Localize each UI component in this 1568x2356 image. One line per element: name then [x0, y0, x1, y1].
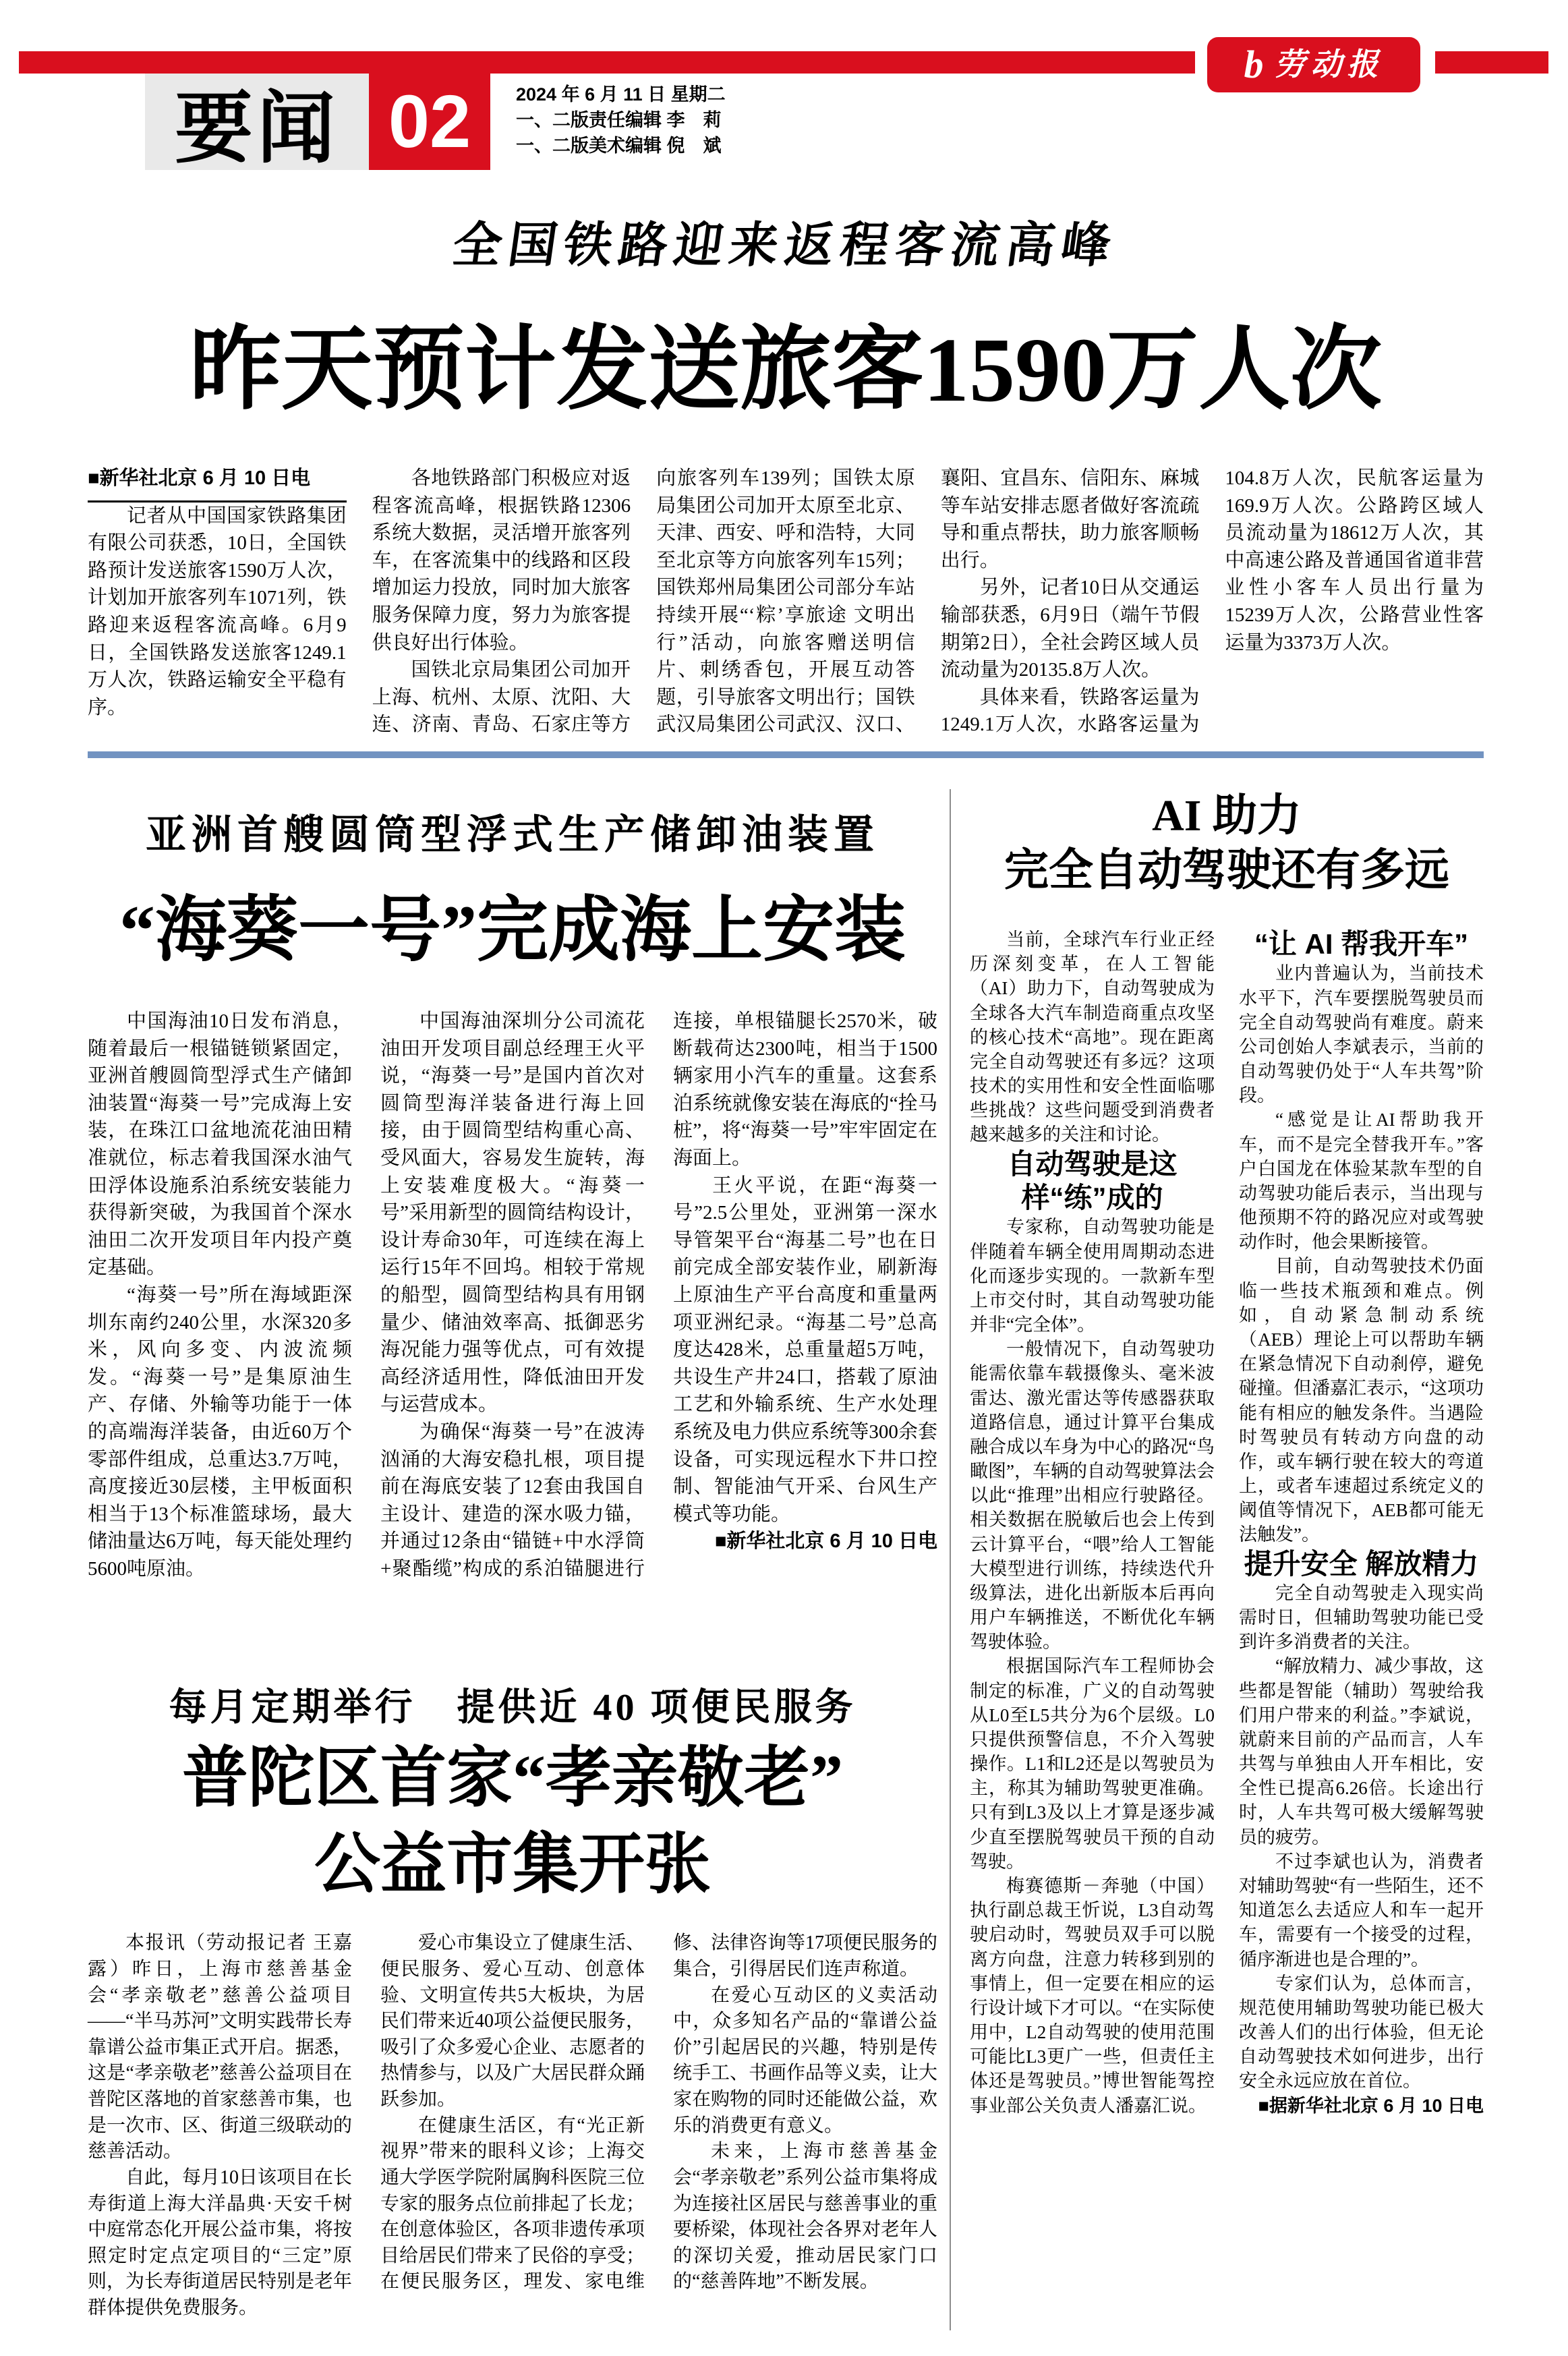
paragraph: 梅赛德斯－奔驰（中国）执行副总裁王忻说，L3自动驾驶启动时，驾驶员双手可以脱离方向盘，注意力转移到别的事情上，但一定要在相应的运行设计域下才可以。“在实际使用中，L2自动驾驶的使用范围可能比L3更广一些，但责任主体还是驾驶员。”博世智能驾控事业部公关负责人潘嘉汇说。 — [970, 1876, 1215, 2116]
paragraph: 未来，上海市慈善基金会“孝亲敬老”系列公益市集将成为连接社区居民与慈善事业的重要桥梁，体现社会各界对老年人的深切关爱，推动居民家门口的“慈善阵地”不断发展。 — [673, 2141, 938, 2293]
ai-story-headline-line1: AI 助力 — [1152, 791, 1302, 840]
market-story-headline-line2: 公益市集开张 — [314, 1828, 711, 1901]
paragraph: 为确保“海葵一号”在波涛汹涌的大海安稳扎根，项目提前在海底安装了12套由我国自主设计、建造的深水吸力锚，并通过12条由“锚链+中水浮筒+聚酯缆”构成的系泊锚腿进行连接，单根锚腿长2570米，破断载荷达2300吨，相当于1500辆家用小汽车的重量。这套系泊系统就像安装在海底的“拴马桩”，将“海葵一号”牢牢固定在海面上。 — [380, 1010, 937, 1580]
masthead-logo — [1207, 37, 1420, 92]
paragraph: 中国海油深圳分公司流花油田开发项目副总经理王火平说，“海葵一号”是国内首次对圆筒型海洋装备进行海上回接，由于圆筒型结构重心高、受风面大，容易发生旋转，海上安装难度极大。“海葵一号”采用新型的圆筒结构设计，设计寿命30年，可连续在海上运行15年不回坞。相较于常规的船型，圆筒型结构具有用钢量少、储油效率高、抵御恶劣海况能力强等优点，可有效提高经济适用性，降低油田开发与运营成本。 — [380, 1010, 645, 1416]
ai-story-body — [970, 927, 1484, 2118]
paragraph: 目前，自动驾驶技术仍面临一些技术瓶颈和难点。例如，自动紧急制动系统（AEB）理论上可以帮助车辆在紧急情况下自动刹停，避免碰撞。但潘嘉汇表示，“这项功能有相应的触发条件。当遇险时驾驶员有转动方向盘的动作，或车辆行驶在较大的弯道上，或者车速超过系统定义的阈值等情况下，AEB都可能无法触发”。 — [1239, 1256, 1484, 1545]
section-subhead: 提升安全 解放精力 — [1244, 1547, 1479, 1580]
paragraph: 当前，全球汽车行业正经历深刻变革，在人工智能（AI）助力下，自动驾驶成为全球各大汽车制造商重点攻坚的核心技术“高地”。现在距离完全自动驾驶还有多远？这项技术的实用性和安全性面临哪些挑战？这些问题受到消费者越来越多的关注和讨论。 — [970, 929, 1215, 1145]
dateline: ■新华社北京 6 月 10 日电 — [88, 465, 347, 502]
paragraph: 一般情况下，自动驾驶功能需依靠车载摄像头、毫米波雷达、激光雷达等传感器获取道路信息，通过计算平台集成融合成以车身为中心的路况“鸟瞰图”，车辆的自动驾驶算法会以此“推理”出相应行驶路径。相关数据在脱敏后也会上传到云计算平台，“喂”给人工智能大模型进行训练，持续迭代升级算法，进化出新版本后再向用户车辆推送，不断优化车辆驾驶体验。 — [970, 1339, 1215, 1653]
haikui-story-kicker: 亚洲首艘圆筒型浮式生产储卸油装置 — [146, 813, 879, 857]
paragraph: 业内普遍认为，当前技术水平下，汽车要摆脱驾驶员而完全自动驾驶尚有难度。蔚来公司创始人李斌表示，当前的自动驾驶仍处于“人车共驾”阶段。 — [1239, 963, 1484, 1106]
haikui-story — [88, 803, 937, 1582]
paragraph: 王火平说，在距“海葵一号”2.5公里处，亚洲第一深水导管架平台“海基二号”也在日前完成全部安装作业，刷新海上原油生产平台高度和重量两项亚洲纪录。“海基二号”总高度达428米，总重量超5万吨，共设生产井24口，搭载了原油工艺和外输系统、生产水处理系统及电力供应系统等300余套设备，可实现远程水下井口控制、智能油气开采、台风生产模式等功能。 — [673, 1174, 937, 1525]
masthead-red-bar-right — [1435, 51, 1548, 74]
lead-story — [88, 206, 1484, 739]
paragraph: 国铁北京局集团公司加开上海、杭州、太原、沈阳、大连、济南、青岛、石家庄等方向旅客列车139列；国铁太原局集团公司加开太原至北京、天津、西安、呼和浩特，大同至北京等方向旅客列车15列；国铁郑州局集团公司部分车站持续开展“‘粽’享旅途 文明出行”活动，向旅客赠送明信片、刺绣香包，开展互动答题，引导旅客文明出行；国铁武汉局集团公司武汉、汉口、襄阳、宜昌东、信阳东、麻城等车站安排志愿者做好客流疏导和重点帮扶，助力旅客顺畅出行。 — [372, 467, 1200, 736]
editor-line-1: 一、二版责任编辑 李 莉 — [516, 110, 722, 130]
lead-story-body — [88, 465, 1484, 739]
logo-name: 劳动报 — [1274, 47, 1384, 82]
paragraph: 在爱心互动区的义卖活动中，众多知名产品的“靠谱公益价”引起居民的兴趣，特别是传统手工、书画作品等义卖，让大家在购物的同时还能做公益，欢乐的消费更有意义。 — [673, 1984, 938, 2136]
section-label: 要闻 — [145, 74, 369, 170]
paragraph: 专家称，自动驾驶功能是伴随着车辆全使用周期动态进化而逐步实现的。一款新车型上市交付时，其自动驾驶功能并非“完全体”。 — [970, 1217, 1215, 1335]
paragraph: “海葵一号”所在海域距深圳东南约240公里，水深320多米，风向多变、内波流频发。“海葵一号”是集原油生产、存储、外输等功能于一体的高端海洋装备，由近60万个零部件组成，总重达3.7万吨，高度接近30层楼，主甲板面积相当于13个标准篮球场，最大储油量达6万吨，每天能处理约5600吨原油。 — [88, 1284, 352, 1580]
market-story-kicker: 每月定期举行 提供近 40 项便民服务 — [169, 1687, 856, 1729]
haikui-story-body — [88, 1008, 937, 1582]
column-divider-rule — [950, 789, 951, 2330]
paragraph: 专家们认为，总体而言，规范使用辅助驾驶功能已极大改善人们的出行体验，但无论自动驾驶技术如何进步，出行安全永远应放在首位。 — [1239, 1973, 1484, 2092]
date-line: 2024 年 6 月 11 日 星期二 — [516, 84, 726, 105]
logo-mark-icon: b — [1244, 42, 1264, 86]
paragraph: 在健康生活区，有“光正新视界”带来的眼科义诊；上海交通大学医学院附属胸科医院三位专家的服务点位前排起了长龙；在创意体验区，各项非遗传承项目给居民们带来了民俗的享受；在便民服务区，理发、家电维修、法律咨询等17项便民服务的集合，引得居民们连声称道。 — [380, 1932, 938, 2293]
paragraph: 具体来看，铁路客运量为1249.1万人次，水路客运量为104.8万人次，民航客运量为169.9万人次。公路跨区域人员流动量为18612万人次，其中高速公路及普通国省道非营业性小客车人员出行量为15239万人次，公路营业性客运量为3373万人次。 — [940, 467, 1484, 736]
paragraph: 另外，记者10日从交通运输部获悉，6月9日（端午节假期第2日），全社会跨区域人员流动量为20135.8万人次。 — [940, 577, 1200, 681]
paragraph: “感觉是让AI帮助我开车，而不是完全替我开车。”客户白国龙在体验某款车型的自动驾驶功能后表示，当出现与他预期不符的路况应对或驾驶动作时，他会果断接管。 — [1239, 1110, 1484, 1253]
dateline: ■据新华社北京 6 月 10 日电 — [1258, 2095, 1484, 2116]
lead-story-kicker: 全国铁路迎来返程客流高峰 — [449, 219, 1121, 272]
paragraph: 本报讯（劳动报记者 王嘉露）昨日，上海市慈善基金会“孝亲敬老”慈善公益项目——“半马苏河”文明实践带长寿靠谱公益市集正式开启。据悉，这是“孝亲敬老”慈善公益项目在普陀区落地的首家慈善市集，也是一次市、区、街道三级联动的慈善活动。 — [88, 1932, 353, 2162]
paragraph: 中国海油10日发布消息，随着最后一根锚链锁紧固定，亚洲首艘圆筒型浮式生产储卸油装置“海葵一号”完成海上安装，在珠江口盆地流花油田精准就位，标志着我国深水油气田浮体设施系泊系统安装能力获得新突破，为我国首个深水油田二次开发项目年内投产奠定基础。 — [88, 1010, 352, 1279]
market-story-body — [88, 1930, 937, 2321]
haikui-story-headline: “海葵一号”完成海上安装 — [119, 891, 906, 970]
section-subhead: 自动驾驶是这样“练”成的 — [1007, 1147, 1178, 1213]
paragraph: 自此，每月10日该项目在长寿街道上海大洋晶典·天安千树中庭常态化开展公益市集，将按照定时定点定项目的“三定”原则，为长寿街道居民特别是老年群体提供免费服务。 — [88, 2166, 353, 2319]
ai-story — [970, 789, 1484, 2118]
masthead-meta — [516, 82, 726, 159]
ai-story-headline-line2: 完全自动驾驶还有多远 — [1004, 845, 1449, 895]
paragraph: “解放精力、减少事故，这些都是智能（辅助）驾驶给我们用户带来的利益。”李斌说，就蔚来目前的产品而言，人车共驾与单独由人开车相比，安全性已提高6.26倍。长途出行时，人车共驾可极大缓解驾驶员的疲劳。 — [1239, 1656, 1484, 1847]
paragraph: 爱心市集设立了健康生活、便民服务、爱心互动、创意体验、文明宣传共5大板块，为居民们带来近40项公益便民服务，吸引了众多爱心企业、志愿者的热情参与，以及广大居民群众踊跃参加。 — [380, 1932, 645, 2110]
paragraph: 完全自动驾驶走入现实尚需时日，但辅助驾驶功能已受到许多消费者的关注。 — [1239, 1582, 1484, 1653]
market-story-headline-line1: 普陀区首家“孝亲敬老” — [181, 1742, 843, 1815]
dateline: ■新华社北京 6 月 10 日电 — [714, 1530, 937, 1553]
section-divider-rule — [88, 751, 1484, 758]
page-number-badge: 02 — [369, 74, 490, 170]
section-subhead: “让 AI 帮我开车” — [1254, 928, 1469, 960]
paragraph: 不过李斌也认为，消费者对辅助驾驶“有一些陌生，还不知道怎么去适应人和车一起开车，需要有一个接受的过程，循序渐进也是合理的”。 — [1239, 1851, 1484, 1970]
paragraph: 各地铁路部门积极应对返程客流高峰，根据铁路12306系统大数据，灵活增开旅客列车，在客流集中的线路和区段增加运力投放，同时加大旅客服务保障力度，努力为旅客提供良好出行体验。 — [372, 467, 631, 654]
paragraph: 记者从中国国家铁路集团有限公司获悉，10日，全国铁路预计发送旅客1590万人次，计划加开旅客列车1071列，铁路迎来返程客流高峰。6月9日，全国铁路发送旅客1249.1万人次，铁路运输安全平稳有序。 — [88, 505, 347, 718]
lead-story-headline: 昨天预计发送旅客1590万人次 — [190, 320, 1382, 421]
paragraph: 根据国际汽车工程师协会制定的标准，广义的自动驾驶从L0至L5共分为6个层级。L0只提供预警信息，不介入驾驶操作。L1和L2还是以驾驶员为主，称其为辅助驾驶更准确。只有到L3及以上才算是逐步减少直至摆脱驾驶员干预的自动驾驶。 — [970, 1656, 1215, 1872]
editor-line-2: 一、二版美术编辑 倪 斌 — [516, 136, 722, 156]
market-story — [88, 1677, 937, 2322]
